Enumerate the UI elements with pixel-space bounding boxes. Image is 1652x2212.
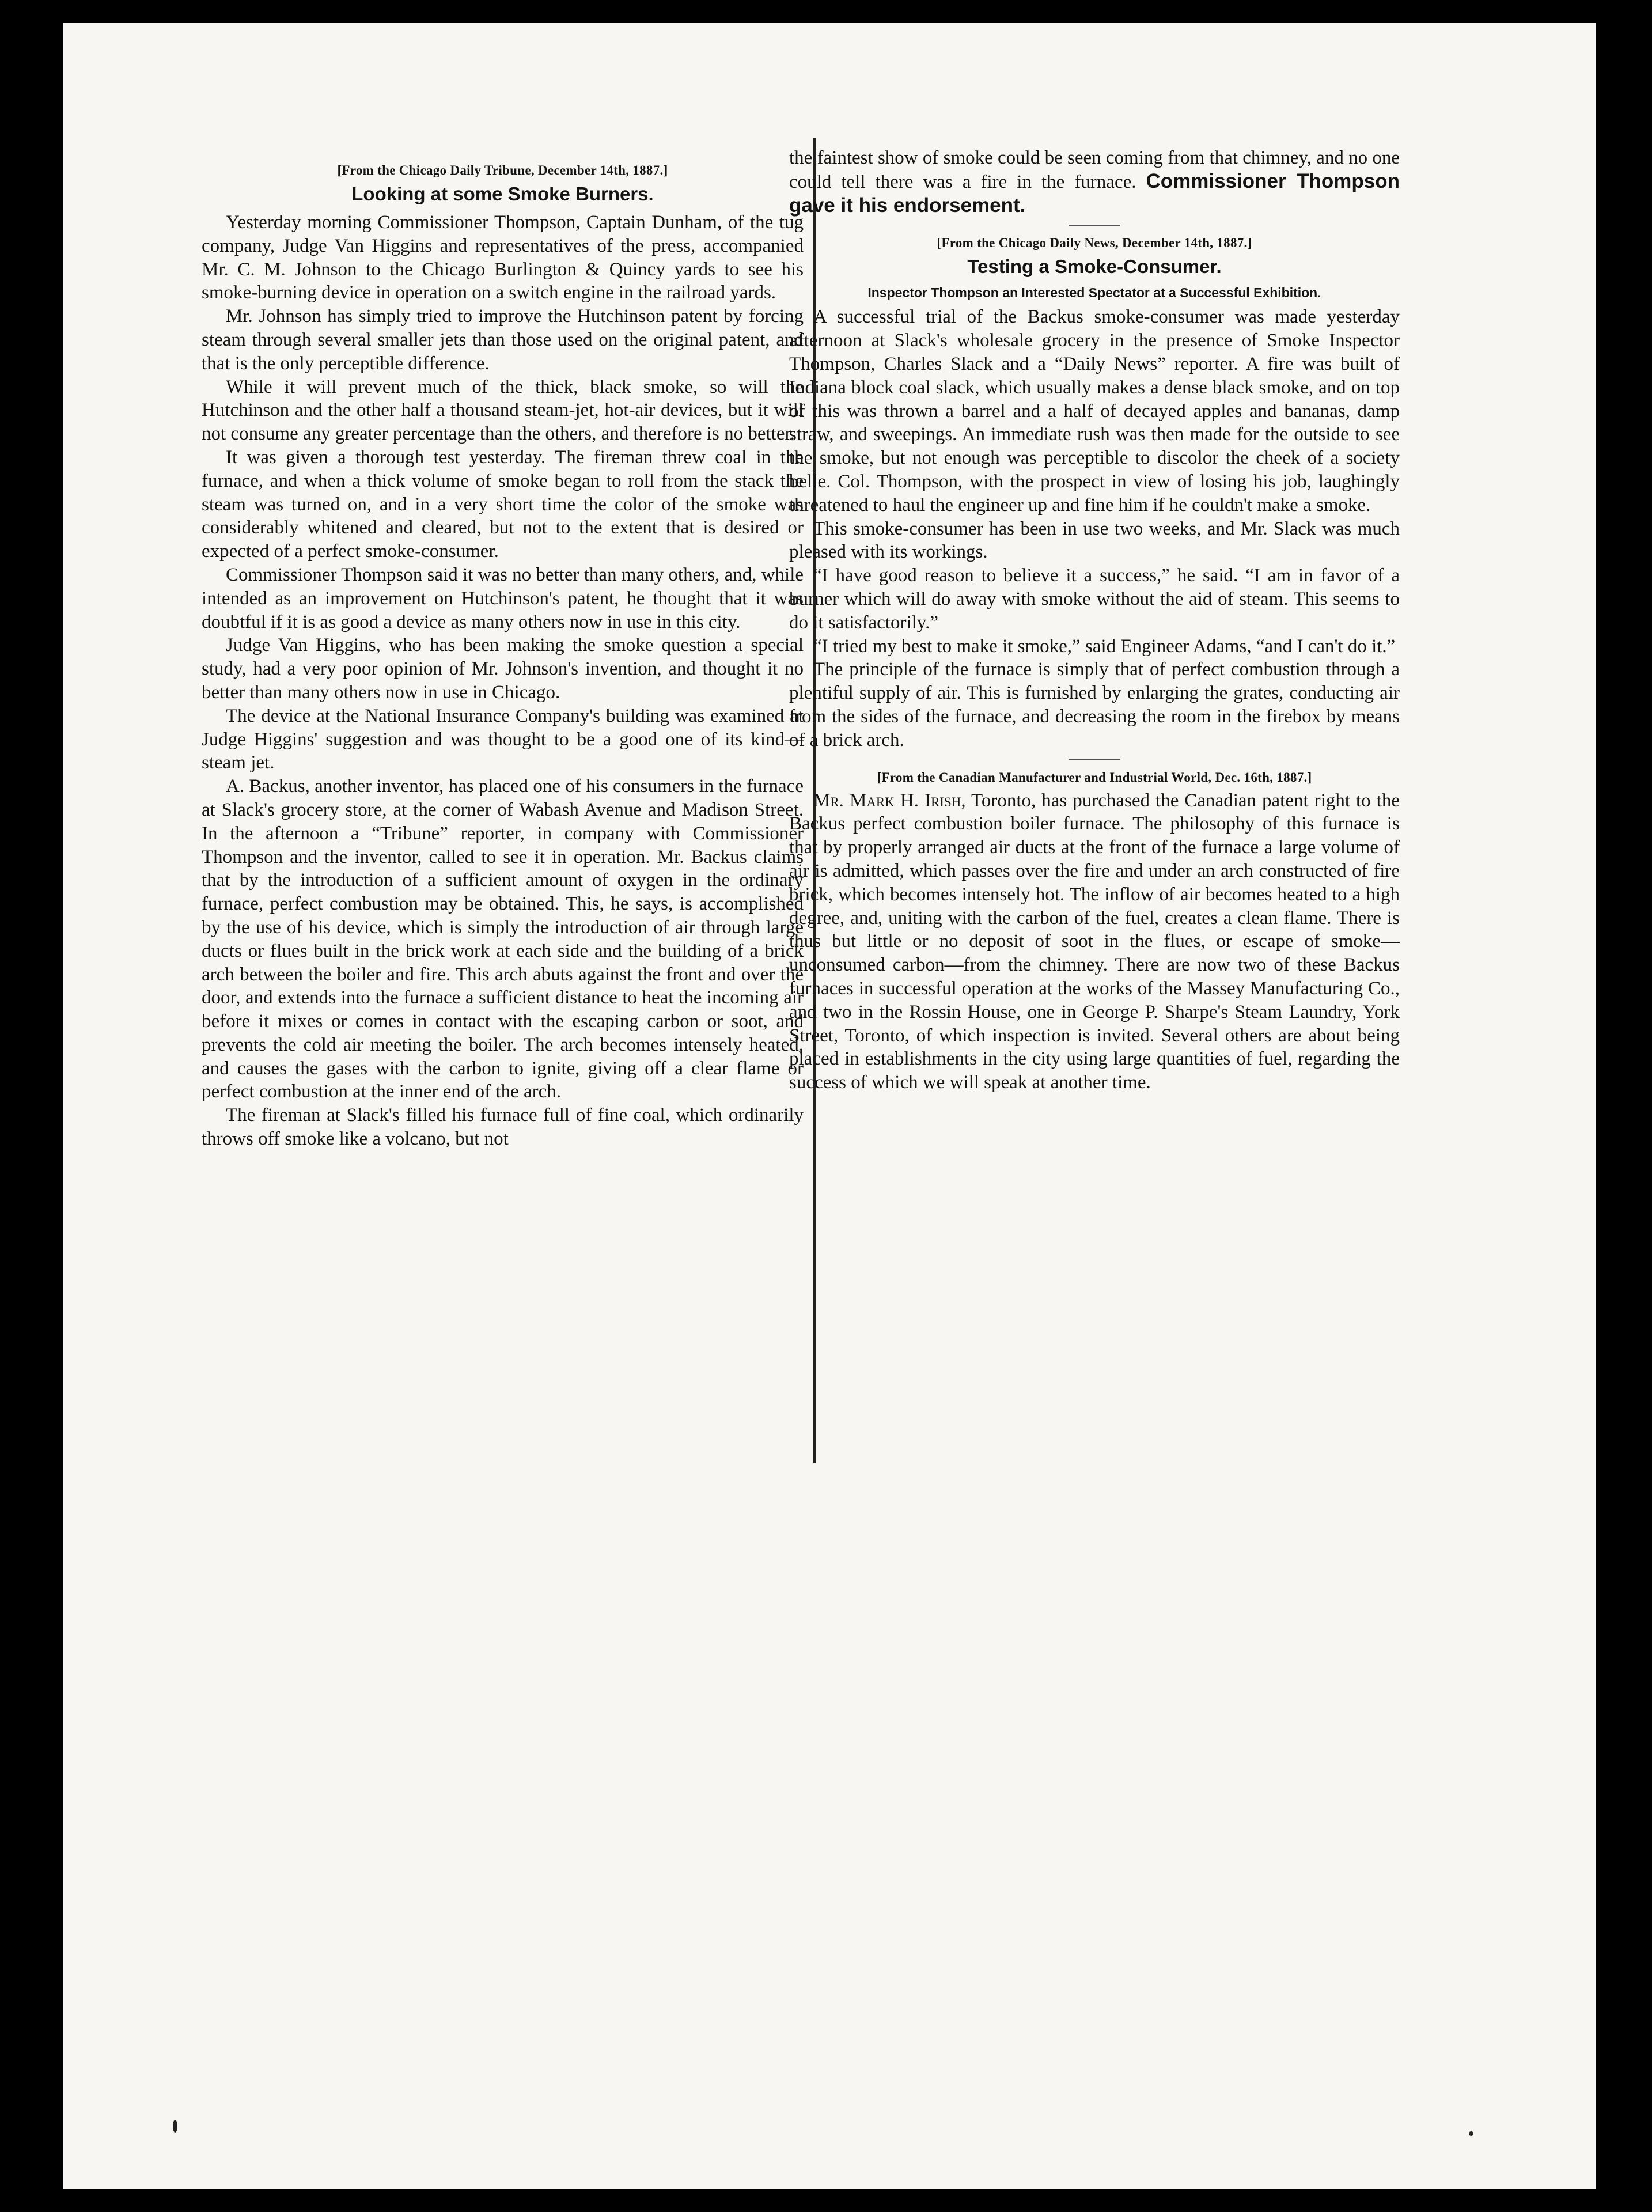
article3-text: , Toronto, has purchased the Canadian patent right to the Backus perfect combustion boiler furnace. The philosophy of this furnace is that by properly arranged air ducts at the front of the furnace a large volume of air is admitted, which passes over the fire and under an arch constructed of fire brick, which becomes intensely hot. The inflow of air becomes heated to a high degree, and, uniting with the carbon of the fuel, creates a clean flame. There is thus but little or no deposit of soot in the flues, or escape of smoke—unconsumed carbon—from the chimney. There are now two of these Backus furnaces in successful operation at the works of the Massey Manufacturing Co., and two in the Rossin House, one in George P. Sharpe's Steam Laundry, York Street, Toronto, of which inspection is invited. Several others are about being placed in establishments in the city using large quantities of fuel, regarding the success of which we will speak at another time. [789, 790, 1400, 1093]
article3-paragraph [789, 789, 1400, 1094]
continuation-emphasis: Commissioner Thompson gave it his endorsement. [789, 169, 1400, 217]
article2-paragraph: This smoke-consumer has been in use two weeks, and Mr. Slack was much pleased with its workings. [789, 518, 1400, 563]
article1-paragraph: While it will prevent much of the thick, black smoke, so will the Hutchinson and the other half a thousand steam-jet, hot-air devices, but it will not consume any greater percentage than the others, and therefore is no better. [202, 376, 804, 445]
scan-speck [1469, 2131, 1473, 2136]
scan-speck [173, 2120, 177, 2133]
article2-paragraph: “I tried my best to make it smoke,” said Engineer Adams, “and I can't do it.” [813, 635, 1396, 657]
article1-headline: Looking at some Smoke Burners. [351, 183, 654, 204]
article1-paragraph: Mr. Johnson has simply tried to improve the Hutchinson patent by forcing steam through several smaller jets than those used on the original patent, and that is the only perceptible difference. [202, 306, 804, 374]
continuation-text: the faintest show of smoke could be seen coming from that chimney, and no one could tell there was a fire in the furnace. [789, 147, 1400, 192]
article2-paragraph: “I have good reason to believe it a success,” he said. “I am in favor of a burner which will do away with smoke without the aid of steam. This seems to do it satisfactorily.” [789, 565, 1400, 633]
article-divider [1069, 225, 1120, 226]
article1-paragraph: The device at the National Insurance Company's building was examined at Judge Higgins' suggestion and was thought to be a good one of its kind—steam jet. [202, 705, 804, 774]
article-divider [1069, 759, 1120, 760]
article2-subhead: Inspector Thompson an Interested Spectator at a Successful Exhibition. [867, 285, 1321, 301]
article3-source: [From the Canadian Manufacturer and Industrial World, Dec. 16th, 1887.] [877, 770, 1312, 785]
right-column [789, 146, 1400, 1094]
article2-headline: Testing a Smoke-Consumer. [967, 256, 1222, 278]
article1-paragraph: It was given a thorough test yesterday. The fireman threw coal in the furnace, and when a thick volume of smoke began to roll from the stack the steam was turned on, and in a very short time the color of the smoke was considerably whitened and cleared, but not to the extent that is desired or expected of a perfect smoke-consumer. [202, 446, 804, 562]
article1-paragraph: A. Backus, another inventor, has placed one of his consumers in the furnace at Slack's grocery store, at the corner of Wabash Avenue and Madison Street. In the afternoon a “Tribune” reporter, in company with Commissioner Thompson and the inventor, called to see it in operation. Mr. Backus claims that by the introduction of a sufficient amount of oxygen in the ordinary furnace, perfect combustion may be obtained. This, he says, is accomplished by the use of his device, which is simply the introduction of air through large ducts or flues built in the brick work at each side and the building of a brick arch between the boiler and fire. This arch abuts against the front and over the door, and extends into the furnace a sufficient distance to heat the incoming air before it mixes or comes in contact with the escaping carbon or soot, and prevents the cold air meeting the boiler. The arch becomes intensely heated, and causes the gases with the carbon to ignite, giving off a clear flame or perfect combustion at the inner end of the arch. [202, 776, 804, 1103]
article1-paragraph: Judge Van Higgins, who has been making the smoke question a special study, had a very poor opinion of Mr. Johnson's invention, and thought it no better than many others now in use in Chicago. [202, 635, 804, 703]
article2-paragraph: The principle of the furnace is simply that of perfect combustion through a plentiful supply of air. This is furnished by enlarging the grates, conducting air from the sides of the furnace, and decreasing the room in the firebox by means of a brick arch. [789, 659, 1400, 751]
article1-paragraph: Commissioner Thompson said it was no better than many others, and, while intended as an improvement on Hutchinson's patent, he thought that it was doubtful if it is as good a device as many others now in use in this city. [202, 564, 804, 632]
article3-lead-name: Mr. Mark H. Irish [813, 790, 961, 811]
article1-continuation [789, 146, 1400, 218]
article1-source: [From the Chicago Daily Tribune, December 14th, 1887.] [337, 163, 668, 177]
document-page [63, 23, 1596, 2189]
article1-paragraph: Yesterday morning Commissioner Thompson, Captain Dunham, of the tug company, Judge Van Higgins and representatives of the press, accompanied Mr. C. M. Johnson to the Chicago Burlington & Quincy yards to see his smoke-burning device in operation on a switch engine in the railroad yards. [202, 212, 804, 304]
article2-paragraph: A successful trial of the Backus smoke-consumer was made yesterday afternoon at Slack's wholesale grocery in the presence of Smoke Inspector Thompson, Charles Slack and a “Daily News” reporter. A fire was built of Indiana block coal slack, which usually makes a dense black smoke, and on top of this was thrown a barrel and a half of decayed apples and bananas, damp straw, and sweepings. An immediate rush was then made for the outside to see the smoke, but not enough was perceptible to discolor the cheek of a society belle. Col. Thompson, with the prospect in view of losing his job, laughingly threatened to haul the engineer up and fine him if he couldn't make a smoke. [789, 306, 1400, 516]
left-column [202, 153, 804, 1151]
article2-source: [From the Chicago Daily News, December 14th, 1887.] [937, 236, 1252, 251]
article1-paragraph: The fireman at Slack's filled his furnace full of fine coal, which ordinarily throws off smoke like a volcano, but not [202, 1105, 804, 1150]
